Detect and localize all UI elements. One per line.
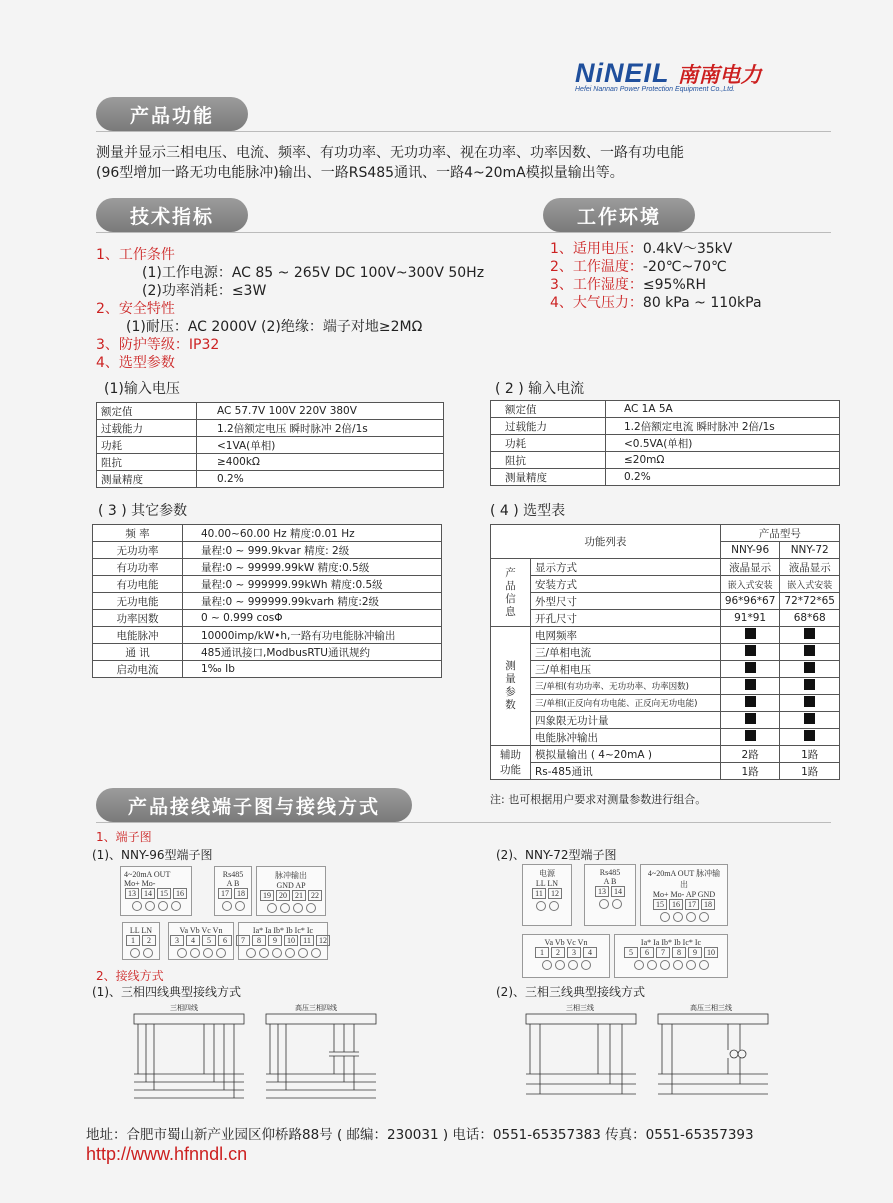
cell: 功率因数 xyxy=(93,610,183,627)
protect-value: IP32 xyxy=(188,337,220,353)
check-mark xyxy=(804,645,815,656)
cell: 过载能力 xyxy=(491,418,606,435)
cell: 外型尺寸 xyxy=(531,593,721,610)
cell: 0 ~ 0.999 cosΦ xyxy=(183,610,442,627)
cell: 过载能力 xyxy=(97,420,197,437)
cell: 1.2倍额定电压 瞬时脉冲 2倍/1s xyxy=(197,420,444,437)
terminal-head: Va Vb Vc Vn xyxy=(179,926,223,935)
terminal-num: 21 xyxy=(292,890,306,901)
cell: 68*68 xyxy=(780,610,840,627)
select-title: 4、选型参数 xyxy=(96,355,175,371)
cell: 四象限无功计量 xyxy=(531,712,721,729)
cell: 量程:0 ~ 999999.99kvarh 精度:2级 xyxy=(183,593,442,610)
env-specs xyxy=(550,240,762,312)
terminal-sub: LL LN xyxy=(535,879,559,888)
divider xyxy=(96,822,831,823)
cell: NNY-96 xyxy=(720,542,780,559)
terminal-num: 19 xyxy=(260,890,274,901)
terminal-head: 4~20mA OUT 脉冲输出 xyxy=(647,869,721,889)
terminal-num: 7 xyxy=(236,935,250,946)
logo-subtitle: Hefei Nannan Power Protection Equipment Co.,Ltd. xyxy=(575,86,735,93)
terminal-num: 9 xyxy=(268,935,282,946)
table-row xyxy=(93,542,442,559)
terminal-head: Ia* Ia Ib* Ib Ic* Ic xyxy=(640,938,702,947)
t72-title: (2)、NNY-72型端子图 xyxy=(496,848,617,862)
table-row xyxy=(93,559,442,576)
terminal-block xyxy=(584,864,636,926)
cell: 1路 xyxy=(780,763,840,780)
cell: 电能脉冲输出 xyxy=(531,729,721,746)
table-row xyxy=(491,678,840,695)
cell: 1.2倍额定电流 瞬时脉冲 2倍/1s xyxy=(606,418,840,435)
divider xyxy=(96,131,831,132)
table-row xyxy=(491,418,840,435)
terminal-head: Ia* Ia Ib* Ib Ic* Ic xyxy=(252,926,314,935)
cell: 无功功率 xyxy=(93,542,183,559)
cell: Rs-485通讯 xyxy=(531,763,721,780)
cell: 2路 xyxy=(720,746,780,763)
table-row xyxy=(491,576,840,593)
terminal-block xyxy=(214,866,252,916)
screw-row xyxy=(618,960,724,970)
t1-title: (1)输入电压 xyxy=(104,381,180,397)
table-row xyxy=(491,644,840,661)
terminal-block xyxy=(122,922,160,960)
check-mark xyxy=(745,696,756,707)
terminal-head: 电源 xyxy=(539,869,555,878)
t1-table xyxy=(96,402,444,488)
cell: 96*96*67 xyxy=(720,593,780,610)
terminal-num: 13 xyxy=(595,886,609,897)
cell: AC 57.7V 100V 220V 380V xyxy=(197,403,444,420)
wiring-diagram-4wire xyxy=(124,1012,384,1108)
terminal-num: 8 xyxy=(672,947,686,958)
cell: AC 1A 5A xyxy=(606,401,840,418)
cell: 三/单相电流 xyxy=(531,644,721,661)
terminal-block xyxy=(168,922,234,960)
check-mark xyxy=(745,730,756,741)
table-row xyxy=(93,644,442,661)
terminal-block xyxy=(522,934,610,978)
cell: <1VA(单相) xyxy=(197,437,444,454)
env-label: 2、工作温度： xyxy=(550,259,643,275)
cell: 量程:0 ~ 999999.99kWh 精度:0.5级 xyxy=(183,576,442,593)
section-function: 产品功能 xyxy=(96,97,248,131)
table-row xyxy=(93,661,442,678)
t2-title: ( 2 ) 输入电流 xyxy=(495,381,585,397)
terminal-num: 4 xyxy=(186,935,200,946)
table-row xyxy=(491,695,840,712)
cell: NNY-72 xyxy=(780,542,840,559)
cell: 功耗 xyxy=(491,435,606,452)
terminal-num: 12 xyxy=(316,935,330,946)
cell: 测量精度 xyxy=(97,471,197,488)
cell: 模拟量输出 ( 4~20mA ) xyxy=(531,746,721,763)
cell: 1路 xyxy=(780,746,840,763)
brand-logo xyxy=(575,58,762,89)
env-value: -20℃~70℃ xyxy=(642,259,727,275)
env-value: ≤95%RH xyxy=(642,277,707,293)
table-row xyxy=(93,610,442,627)
cell: 阻抗 xyxy=(491,452,606,469)
check-mark xyxy=(745,645,756,656)
cell: 有功电能 xyxy=(93,576,183,593)
terminal-num: 18 xyxy=(701,899,715,910)
cell: 三/单相电压 xyxy=(531,661,721,678)
terminal-num: 14 xyxy=(611,886,625,897)
terminal-sub: Mo+ Mo- xyxy=(124,879,156,888)
env-value: 80 kPa ~ 110kPa xyxy=(642,295,762,311)
terminal-head: Rs485 xyxy=(599,868,621,877)
cell: 阻抗 xyxy=(97,454,197,471)
terminal-num: 5 xyxy=(624,947,638,958)
cell: 电能脉冲 xyxy=(93,627,183,644)
cell: 量程:0 ~ 999.9kvar 精度: 2级 xyxy=(183,542,442,559)
terminal-sub: A B xyxy=(226,879,240,888)
section-tech: 技术指标 xyxy=(96,198,248,232)
cell: 额定值 xyxy=(97,403,197,420)
screw-row xyxy=(526,960,606,970)
terminal-num: 1 xyxy=(535,947,549,958)
screw-row xyxy=(644,912,724,922)
env-label: 3、工作湿度： xyxy=(550,277,643,293)
table-row xyxy=(97,403,444,420)
table-row xyxy=(491,435,840,452)
cond-1: (1)工作电源：AC 85 ~ 265V DC 100V~300V 50Hz xyxy=(142,265,485,281)
terminal-head: 4~20mA OUT xyxy=(124,870,171,879)
check-mark xyxy=(745,628,756,639)
terminal-sub: A B xyxy=(603,877,617,886)
cell: 启动电流 xyxy=(93,661,183,678)
terminal-head: Rs485 xyxy=(222,870,244,879)
cell: 开孔尺寸 xyxy=(531,610,721,627)
table-row xyxy=(97,437,444,454)
terminal-num: 9 xyxy=(688,947,702,958)
terminal-block xyxy=(522,864,572,926)
terminal-num: 2 xyxy=(142,935,156,946)
terminal-num: 4 xyxy=(583,947,597,958)
function-text xyxy=(96,143,836,183)
terminal-num: 15 xyxy=(157,888,171,899)
terminal-sub: Mo+ Mo- AP GND xyxy=(652,890,716,899)
table-row xyxy=(93,593,442,610)
m1b-label: 高压三相四线 xyxy=(295,1004,337,1012)
terminal-num: 14 xyxy=(141,888,155,899)
terminal-num: 3 xyxy=(170,935,184,946)
check-mark xyxy=(804,679,815,690)
terminal-head: Va Vb Vc Vn xyxy=(544,938,588,947)
terminal-block xyxy=(614,934,728,978)
cell: 有功功率 xyxy=(93,559,183,576)
terminal-num: 11 xyxy=(300,935,314,946)
table-row xyxy=(491,452,840,469)
cell: 三/单相(有功功率、无功功率、功率因数) xyxy=(531,678,721,695)
terminal-num: 11 xyxy=(532,888,546,899)
table-row xyxy=(491,401,840,418)
cell: 485通讯接口,ModbusRTU通讯规约 xyxy=(183,644,442,661)
screw-row xyxy=(260,903,322,913)
cell: 40.00~60.00 Hz 精度:0.01 Hz xyxy=(183,525,442,542)
terminal-num: 6 xyxy=(640,947,654,958)
logo-en: NiNEIL xyxy=(575,58,670,88)
protect-label: 3、防护等级： xyxy=(96,337,189,353)
terminal-num: 16 xyxy=(669,899,683,910)
cell: 无功电能 xyxy=(93,593,183,610)
check-mark xyxy=(745,662,756,673)
cell: 0.2% xyxy=(197,471,444,488)
divider xyxy=(96,232,831,233)
check-mark xyxy=(745,679,756,690)
table-row xyxy=(491,610,840,627)
terminal-num: 13 xyxy=(125,888,139,899)
terminal-num: 18 xyxy=(234,888,248,899)
terminal-num: 3 xyxy=(567,947,581,958)
group-label: 产品信息 xyxy=(491,559,531,627)
terminal-num: 16 xyxy=(173,888,187,899)
t3-title: ( 3 ) 其它参数 xyxy=(98,503,188,519)
footer-address: 地址：合肥市蜀山新产业园区仰桥路88号 ( 邮编：230031 ) 电话：0551-65357383 传真：0551-65357393 xyxy=(86,1127,754,1143)
table-row xyxy=(93,627,442,644)
logo-cn: 南南电力 xyxy=(677,63,762,87)
terminal-num: 10 xyxy=(704,947,718,958)
group-label: 辅助功能 xyxy=(491,746,531,780)
env-label: 1、适用电压： xyxy=(550,241,643,257)
terminal-block xyxy=(640,864,728,926)
terminal-head: LL LN xyxy=(129,926,153,935)
terminal-block xyxy=(256,866,326,916)
check-mark xyxy=(804,628,815,639)
cell: 频 率 xyxy=(93,525,183,542)
check-mark xyxy=(804,730,815,741)
method-title: 2、接线方式 xyxy=(96,969,164,983)
terminal-block xyxy=(238,922,328,960)
cell: 三/单相(正反向有功电能、正反向无功电能) xyxy=(531,695,721,712)
cell: <0.5VA(单相) xyxy=(606,435,840,452)
section-wiring: 产品接线端子图与接线方式 xyxy=(96,788,412,822)
cell: ≤20mΩ xyxy=(606,452,840,469)
t96-title: (1)、NNY-96型端子图 xyxy=(92,848,213,862)
cell: 安装方式 xyxy=(531,576,721,593)
terminal-num: 22 xyxy=(308,890,322,901)
cell: 测量精度 xyxy=(491,469,606,486)
m1a-label: 三相四线 xyxy=(170,1004,198,1012)
m2a-label: 三相三线 xyxy=(566,1004,594,1012)
cell: 额定值 xyxy=(491,401,606,418)
check-mark xyxy=(745,713,756,724)
table-row xyxy=(491,763,840,780)
table-row xyxy=(491,525,840,542)
function-line-2: (96型增加一路无功电能脉冲)输出、一路RS485通讯、一路4~20mA模拟量输出等。 xyxy=(96,165,624,181)
cell: 嵌入式安装 xyxy=(780,576,840,593)
safe-1: (1)耐压：AC 2000V (2)绝缘：端子对地≥2MΩ xyxy=(126,319,423,335)
terminal-head: 脉冲输出 xyxy=(275,871,307,880)
terminal-num: 5 xyxy=(202,935,216,946)
terminal-num: 17 xyxy=(218,888,232,899)
footer-url[interactable]: http://www.hfnndl.cn xyxy=(86,1144,248,1164)
table-row xyxy=(491,593,840,610)
terminal-block xyxy=(120,866,192,916)
table-row xyxy=(491,469,840,486)
table-row xyxy=(491,746,840,763)
function-line-1: 测量并显示三相电压、电流、频率、有功功率、无功功率、视在功率、功率因数、一路有功电能 xyxy=(96,145,684,161)
terminals-title: 1、端子图 xyxy=(96,830,152,844)
table-row xyxy=(491,661,840,678)
screw-row xyxy=(242,948,324,958)
terminal-num: 2 xyxy=(551,947,565,958)
table-row xyxy=(491,729,840,746)
cond-2: (2)功率消耗：≤3W xyxy=(142,283,267,299)
cell: 显示方式 xyxy=(531,559,721,576)
terminal-sub: GND AP xyxy=(276,881,306,890)
table-row xyxy=(491,559,840,576)
m2-title: (2)、三相三线典型接线方式 xyxy=(496,985,645,999)
terminal-num: 8 xyxy=(252,935,266,946)
cell: 72*72*65 xyxy=(780,593,840,610)
cell: 产品型号 xyxy=(720,525,839,542)
screw-row xyxy=(126,948,156,958)
t4-table xyxy=(490,524,840,780)
screw-row xyxy=(526,901,568,911)
cell: 10000imp/kW•h,一路有功电能脉冲输出 xyxy=(183,627,442,644)
table-row xyxy=(93,525,442,542)
screw-row xyxy=(588,899,632,909)
terminal-num: 15 xyxy=(653,899,667,910)
t4-title: ( 4 ) 选型表 xyxy=(490,503,566,519)
tech-specs xyxy=(96,246,484,372)
terminal-num: 10 xyxy=(284,935,298,946)
wiring-diagram-3wire xyxy=(518,1012,778,1108)
terminal-num: 6 xyxy=(218,935,232,946)
terminal-num: 12 xyxy=(548,888,562,899)
terminal-num: 17 xyxy=(685,899,699,910)
check-mark xyxy=(804,662,815,673)
t2-table xyxy=(490,400,840,486)
terminal-num: 7 xyxy=(656,947,670,958)
safe-title: 2、安全特性 xyxy=(96,301,175,317)
m2b-label: 高压三相三线 xyxy=(690,1004,732,1012)
cell: 功耗 xyxy=(97,437,197,454)
table-row xyxy=(491,627,840,644)
screw-row xyxy=(124,901,188,911)
cell: 通 讯 xyxy=(93,644,183,661)
section-env: 工作环境 xyxy=(543,198,695,232)
cell: 1‰ Ib xyxy=(183,661,442,678)
table-row xyxy=(491,712,840,729)
check-mark xyxy=(804,713,815,724)
terminal-num: 20 xyxy=(276,890,290,901)
cell: 电网频率 xyxy=(531,627,721,644)
cell: 功能列表 xyxy=(491,525,721,559)
cell: 量程:0 ~ 99999.99kW 精度:0.5级 xyxy=(183,559,442,576)
cond-title: 1、工作条件 xyxy=(96,247,175,263)
table-row xyxy=(97,420,444,437)
cell: 91*91 xyxy=(720,610,780,627)
group-label: 测量参数 xyxy=(491,627,531,746)
t3-table xyxy=(92,524,442,678)
cell: 嵌入式安装 xyxy=(720,576,780,593)
cell: ≥400kΩ xyxy=(197,454,444,471)
cell: 1路 xyxy=(720,763,780,780)
env-value: 0.4kV～35kV xyxy=(642,241,733,257)
m1-title: (1)、三相四线典型接线方式 xyxy=(92,985,241,999)
terminal-num: 1 xyxy=(126,935,140,946)
check-mark xyxy=(804,696,815,707)
cell: 0.2% xyxy=(606,469,840,486)
cell: 液晶显示 xyxy=(780,559,840,576)
screw-row xyxy=(172,948,230,958)
screw-row xyxy=(218,901,248,911)
env-label: 4、大气压力： xyxy=(550,295,643,311)
table-row xyxy=(97,454,444,471)
t4-note: 注: 也可根据用户要求对测量参数进行组合。 xyxy=(490,793,707,806)
table-row xyxy=(97,471,444,488)
cell: 液晶显示 xyxy=(720,559,780,576)
table-row xyxy=(93,576,442,593)
